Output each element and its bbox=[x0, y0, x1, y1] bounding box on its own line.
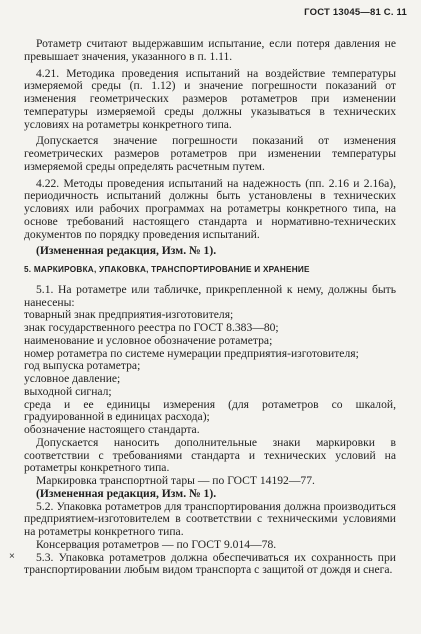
paragraph-4-21: 4.21. Методика проведения испытаний на воздействие температуры измеряемой среды (п. 1.12) и значение погрешности показаний от изменения геометрических размеров ротаметров при изменении температуры измеряемой среды должны указываться в технических условиях на ротаметры конкретного типа. bbox=[24, 66, 396, 131]
list-item-rotameter-number: номер ротаметра по системе нумерации предприятия-изготовителя; bbox=[24, 346, 359, 360]
document-body bbox=[24, 38, 396, 577]
list-item-standard: обозначение настоящего стандарта. bbox=[24, 423, 200, 436]
paragraph-error-calculation: Допускается значение погрешности показаний от изменения геометрических размеров ротаметров при изменении температуры измеряемой среды определять расчетным путем. bbox=[24, 134, 396, 173]
list-item-trademark: товарный знак предприятия-изготовителя; bbox=[24, 308, 234, 322]
amendment-note: (Измененная редакция, Изм. № 1). bbox=[36, 244, 217, 258]
paragraph-conservation: Консервация ротаметров — по ГОСТ 9.014—78. bbox=[36, 537, 277, 551]
paragraph-4-22: 4.22. Методы проведения испытаний на надежность (пп. 2.16 и 2.16а), периодичность испытаний должны быть установлены в технических условиях или рабочих программах на ротаметры конкретного типа, на основе требований настоящего стандарта и нормативно-технических документов по порядку проведения испытаний. bbox=[24, 176, 396, 241]
page-header: ГОСТ 13045—81 С. 11 bbox=[304, 7, 407, 18]
list-item-year: год выпуска ротаметра; bbox=[24, 359, 141, 373]
paragraph-5-3: 5.3. Упаковка ротаметров должна обеспечиваться их сохранность при транспортировании любым видом транспорта с защитой от дождя и снега. bbox=[24, 550, 396, 577]
paragraph-transport-marking: Маркировка транспортной тары — по ГОСТ 14192—77. bbox=[36, 474, 315, 487]
list-item-pressure: условное давление; bbox=[24, 372, 121, 385]
paragraph-rotameter-passed: Ротаметр считают выдержавшим испытание, если потеря давления не превышает значения, указанного в п. 1.11. bbox=[24, 37, 396, 63]
paragraph-additional-marks: Допускается наносить дополнительные знаки маркировки в соответствии с требованиями стандарта и технических условий на ротаметры конкретного типа. bbox=[24, 435, 396, 475]
margin-mark: × bbox=[9, 551, 15, 562]
list-item-name-designation: наименование и условное обозначение ротаметра; bbox=[24, 333, 273, 347]
amendment-note-2: (Измененная редакция, Изм. № 1). bbox=[36, 486, 217, 500]
paragraph-5-2: 5.2. Упаковка ротаметров для транспортирования должна производиться предприятием-изготовителем в соответствии с техническими условиями на ротаметры конкретного типа. bbox=[24, 499, 396, 538]
list-item-output-signal: выходной сигнал; bbox=[24, 384, 112, 398]
section-title-marking: 5. МАРКИРОВКА, УПАКОВКА, ТРАНСПОРТИРОВАНИЕ И ХРАНЕНИЕ bbox=[24, 265, 310, 274]
list-item-registry-mark: знак государственного реестра по ГОСТ 8.383—80; bbox=[24, 321, 279, 334]
paragraph-5-1: 5.1. На ротаметре или табличке, прикрепленной к нему, должны быть нанесены: bbox=[24, 282, 396, 309]
list-item-medium-units: среда и ее единицы измерения (для ротаметров со шкалой, градуированной в единицах расхода); bbox=[24, 397, 396, 424]
